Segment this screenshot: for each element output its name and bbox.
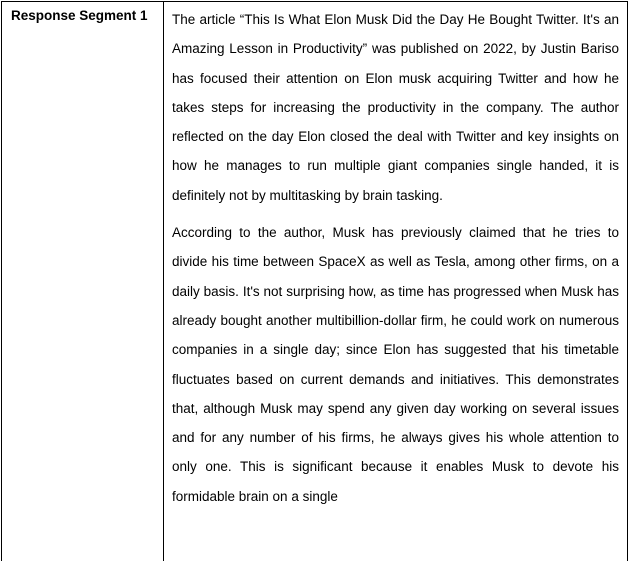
response-table [1, 1, 628, 561]
segment-label: Response Segment 1 [11, 8, 148, 23]
segment-content-cell [164, 2, 627, 561]
segment-label-cell [2, 2, 164, 561]
paragraph-1: The article “This Is What Elon Musk Did the Day He Bought Twitter. It's an Amazing Lesson in Productivity” was published on 2022, by Justin Bariso has focused their attention on Elon musk acquiring Twitter and how he takes steps for increasing the productivity in the company. The author reflected on the day Elon closed the deal with Twitter and key insights on how he manages to run multiple giant companies single handed, it is definitely not by multitasking by brain tasking. [172, 12, 619, 203]
paragraph-2: According to the author, Musk has previously claimed that he tries to divide his time between SpaceX as well as Tesla, among other firms, on a daily basis. It's not surprising how, as time has progressed when Musk has already bought another multibillion-dollar firm, he could work on numerous companies in a single day; since Elon has suggested that his timetable fluctuates based on current demands and initiatives. This demonstrates that, although Musk may spend any given day working on several issues and for any number of his firms, he always gives his whole attention to only one. This is significant because it enables Musk to devote his formidable brain on a single [172, 225, 619, 504]
